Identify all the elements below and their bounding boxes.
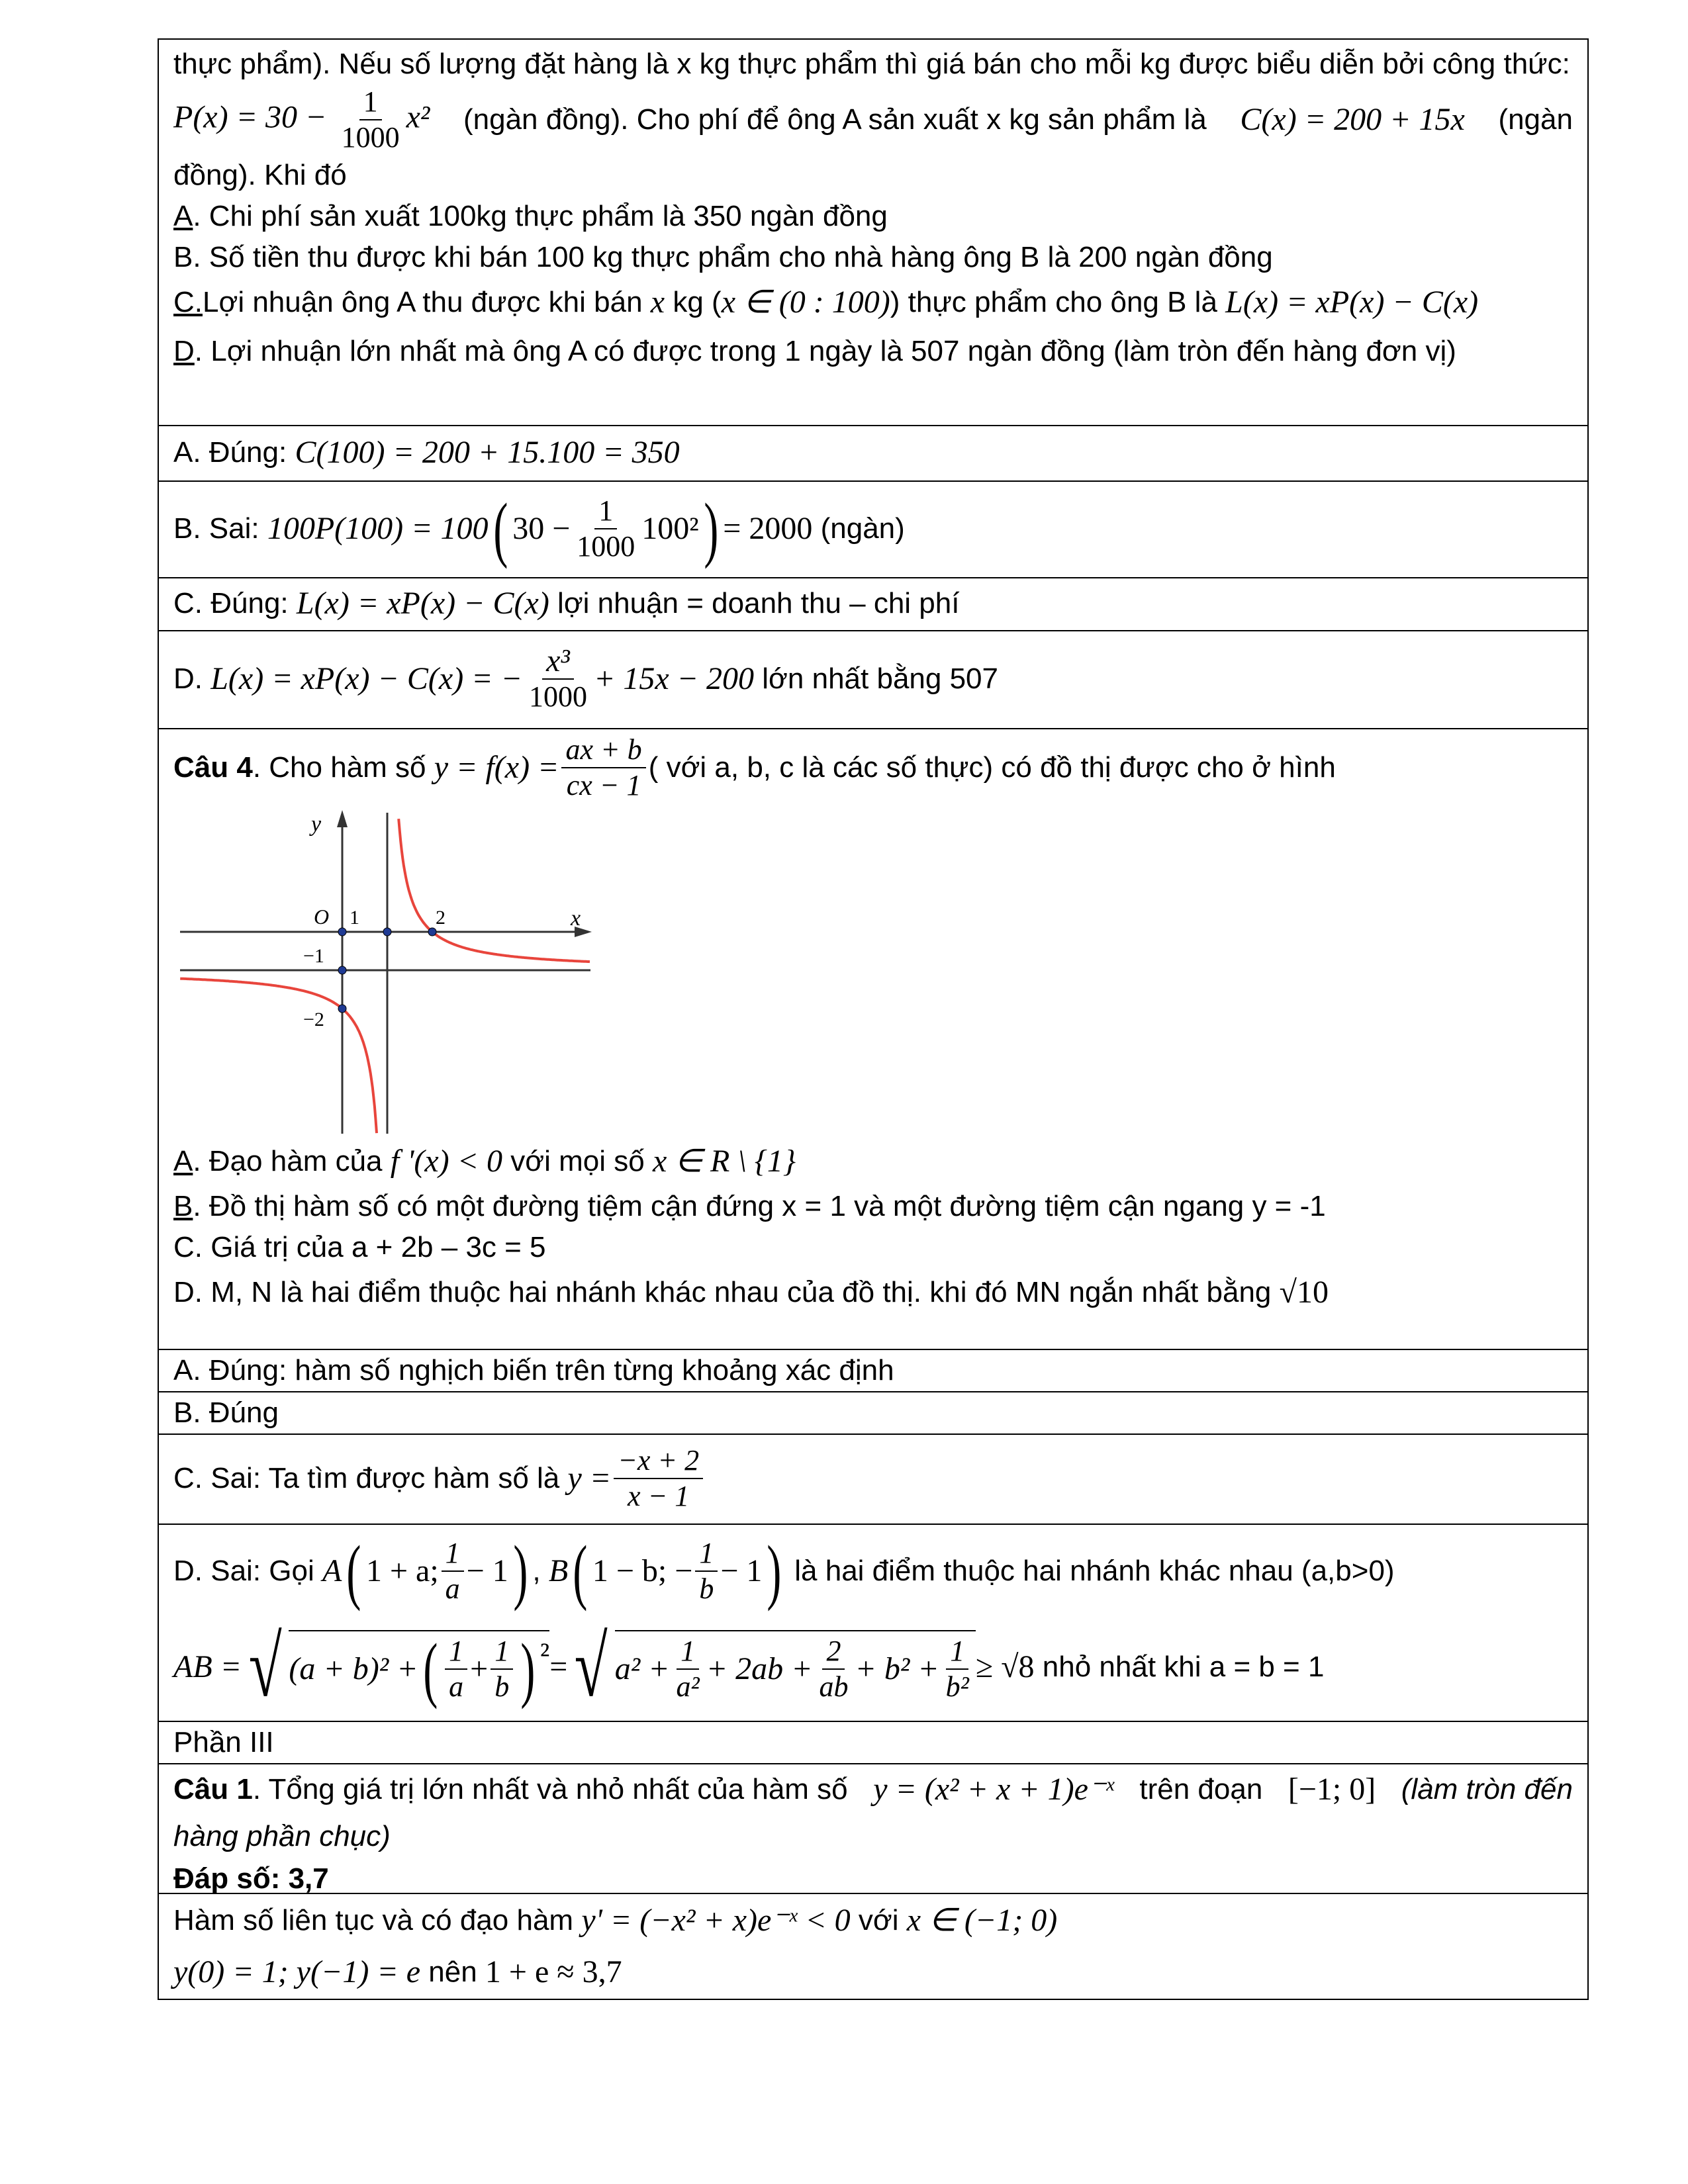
q4-answer-d: D. Sai: Gọi A ( 1 + a; $\frac{1}{a}$ − 1 ) , B ( 1 − b; − $\frac{1}{b}$ − 1 ) là hai điểm thuộc hai nhánh khác nhau (a,b>0) AB = √ (a + b)² + ( $\frac{1}{a}$ + $\frac{1}{b}$ ) ² = √ a² + $\frac{1}{\text{a²}}$ + 2ab + $\frac{2}{ab}$ + b² + $\frac{1}{\text{b²}}$ ≥ √8 nhỏ nhất khi a = b = 1 [159, 1524, 1587, 1721]
q4-intro: Câu 4 . Cho hàm số y = f(x) = $\frac{ax + b}{cx - 1}$ ( với a, b, c là các số thực) có đồ thị được cho ở hình [173, 733, 1336, 801]
q4-option-d: D. M, N là hai điểm thuộc hai nhánh khác nhau của đồ thị. khi đó MN ngắn nhất bằng √10 [173, 1275, 1329, 1310]
graph-label-y: y [311, 812, 322, 837]
question-3-row: thực phẩm). Nếu số lượng đặt hàng là x kg thực phẩm thì giá bán cho mỗi kg được biểu diễn bởi công thức: P(x) = 30 − $\frac{1}{1000}$ x² (ngàn đồng). Cho phí để ông A sản xuất x kg sản phẩm là C(x) = 200 + 15x (ngàn đồng). Khi đó A . Chi phí sản xuất 100kg thực phẩm là 350 ngàn đồng B. Số tiền thu được khi bán 100 kg thực phẩm cho nhà hàng ông B là 200 ngàn đồng C. Lợi nhuận ông A thu được khi bán x kg ( x ∈ (0 : 100) ) thực phẩm cho ông B là L(x) = xP(x) − C(x) D . Lợi nhuận lớn nhất mà ông A có được trong 1 ngày là 507 ngàn đồng (làm tròn đến hàng đơn vị) [159, 40, 1587, 425]
content-table [158, 38, 1589, 2000]
graph-tick-2: 2 [436, 907, 445, 929]
part-3-solution: Hàm số liên tục và có đạo hàm y' = (−x² + x)e⁻ˣ < 0 với x ∈ (−1; 0) y(0) = 1; y(−1) = e nên 1 + e ≈ 3,7 [159, 1893, 1587, 1999]
graph-tick-1: 1 [350, 907, 359, 929]
q3-option-a: A . Chi phí sản xuất 100kg thực phẩm là 350 ngàn đồng [173, 200, 888, 232]
point-x1 [383, 928, 391, 936]
answer-value: Đáp số: 3,7 [173, 1862, 329, 1895]
graph-curves [180, 819, 590, 1133]
function-graph [173, 806, 1573, 1137]
ab-length-formula: AB = √ (a + b)² + ( $\frac{1}{a}$ + $\frac{1}{b}$ ) ² = √ a² + $\frac{1}{\text{a²}}$ + 2ab + $\frac{2}{ab}$ + b² + $\frac{1}{\text{b²}}$ ≥ √8 nhỏ nhất khi a = b = 1 [173, 1619, 1325, 1715]
q3-option-c: C. Lợi nhuận ông A thu được khi bán x kg ( x ∈ (0 : 100) ) thực phẩm cho ông B là L(x) = xP(x) − C(x) [173, 285, 1479, 320]
part-3-heading: Phần III [159, 1721, 1587, 1763]
price-formula-lhs: P(x) = 30 − [173, 99, 327, 135]
q3-option-d: D . Lợi nhuận lớn nhất mà ông A có được trong 1 ngày là 507 ngàn đồng (làm tròn đến hàng đơn vị) [173, 335, 1456, 367]
q4-answer-b: B. Đúng [159, 1391, 1587, 1433]
right-branch-curve [399, 819, 590, 962]
part-3-question-1: Câu 1. Tổng giá trị lớn nhất và nhỏ nhất của hàm số y = (x² + x + 1)e⁻ˣ trên đoạn [−1; 0] (làm tròn đến hàng phần chục) Đáp số: 3,7 [159, 1763, 1587, 1893]
q3-answer-d: D. L(x) = xP(x) − C(x) = − $\frac{\text{x³}}{1000}$ + 15x − 200 lớn nhất bằng 507 [159, 630, 1587, 728]
graph-tick-minus-1: −1 [303, 945, 324, 967]
price-fraction: $\frac{1}{1000}$ [341, 85, 400, 154]
q3-intro-line: thực phẩm). Nếu số lượng đặt hàng là x kg thực phẩm thì giá bán cho mỗi kg được biểu diễn bởi công thức: [173, 48, 1570, 80]
q4-option-c: C. Giá trị của a + 2b – 3c = 5 [173, 1231, 546, 1263]
graph-lines [180, 810, 592, 1134]
q4-answer-c: C. Sai: Ta tìm được hàm số là y = $\frac{-x + 2}{x - 1}$ [159, 1433, 1587, 1524]
graph-svg [173, 806, 604, 1137]
q3-option-b: B. Số tiền thu được khi bán 100 kg thực phẩm cho nhà hàng ông B là 200 ngàn đồng [173, 241, 1273, 273]
cost-formula: C(x) = 200 + 15x [1240, 102, 1465, 137]
point-y-minus-2 [338, 1005, 346, 1013]
q3-answer-a: A. Đúng: C(100) = 200 + 15.100 = 350 [159, 425, 1587, 480]
q4-option-a: A . Đạo hàm của f '(x) < 0 với mọi số x ∈ R \ {1} [173, 1144, 796, 1179]
point-y-minus-1 [338, 966, 346, 974]
q3-formula-line: P(x) = 30 − $\frac{1}{1000}$ x² (ngàn đồng). Cho phí để ông A sản xuất x kg sản phẩm là C(x) = 200 + 15x (ngàn [173, 85, 1573, 154]
point-x2 [428, 928, 436, 936]
graph-label-origin: O [314, 905, 330, 929]
left-branch-curve [180, 979, 377, 1134]
q3-answer-c: C. Đúng: L(x) = xP(x) − C(x) lợi nhuận = doanh thu – chi phí [159, 577, 1587, 630]
graph-label-x: x [571, 906, 581, 931]
graph-tick-minus-2: −2 [303, 1009, 324, 1030]
q4-option-b: B . Đồ thị hàm số có một đường tiệm cận đứng x = 1 và một đường tiệm cận ngang y = -1 [173, 1190, 1326, 1222]
y-axis-arrow [337, 810, 348, 827]
question-4-row [159, 728, 1587, 1349]
q4-answer-a: A. Đúng: hàm số nghịch biến trên từng khoảng xác định [159, 1349, 1587, 1391]
origin-point [338, 928, 346, 936]
q3-answer-b: B. Sai: 100P(100) = 100 ( 30 − $\frac{1}{1000}$ 100² ) = 2000 (ngàn) [159, 480, 1587, 577]
